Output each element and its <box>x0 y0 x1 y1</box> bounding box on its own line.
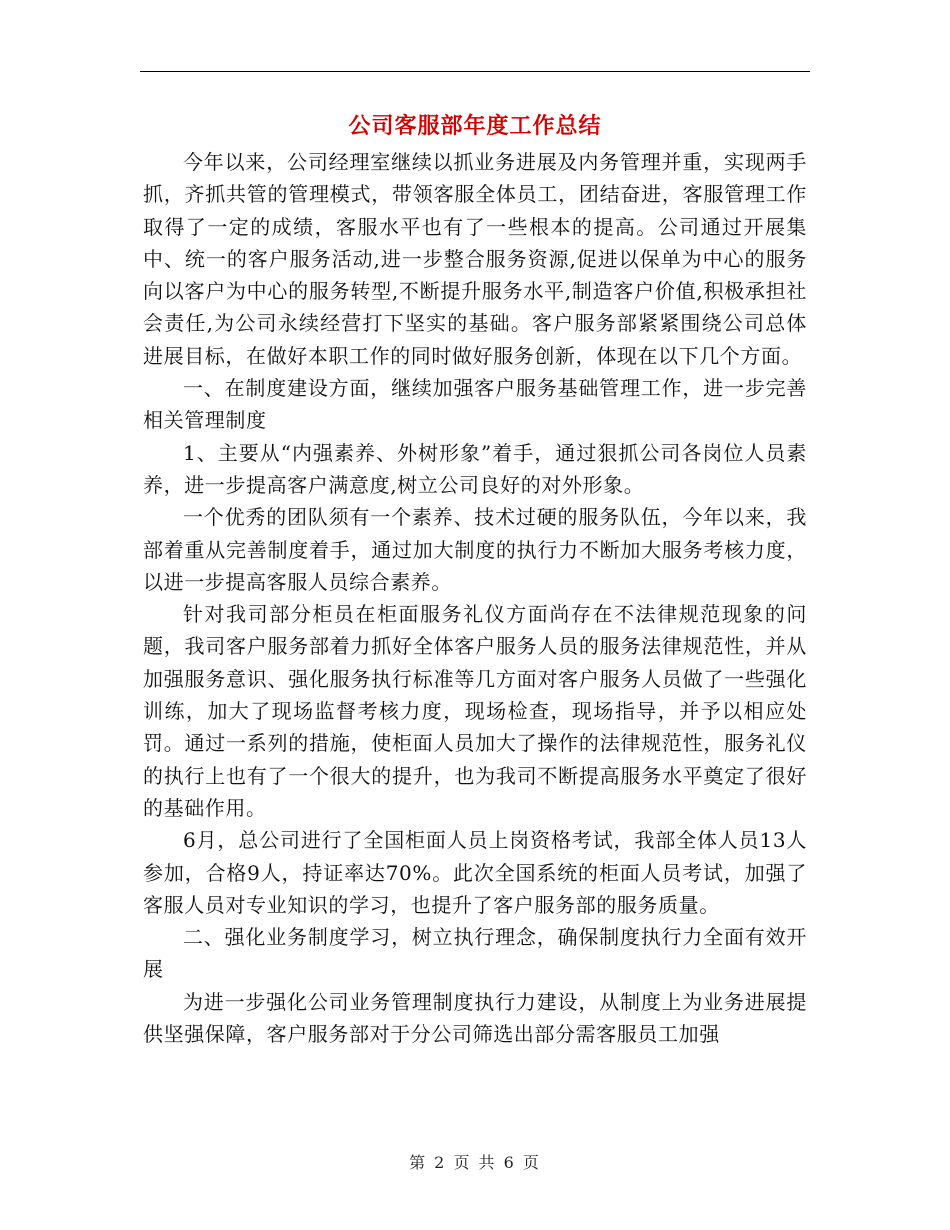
section-heading-2: 二、强化业务制度学习，树立执行理念，确保制度执行力全面有效开展 <box>143 925 807 982</box>
page-number: 第 2 页 共 6 页 <box>409 1153 541 1172</box>
document-title: 公司客服部年度工作总结 <box>348 113 602 139</box>
paragraph-execution: 为进一步强化公司业务管理制度执行力建设，从制度上为业务进展提供坚强保障，客户服务部对于分公司筛选出部分需客服员工加强 <box>143 989 807 1047</box>
document-body <box>143 146 807 1050</box>
paragraph-exam: 6月，总公司进行了全国柜面人员上岗资格考试，我部全体人员13人参加，合格9人，持证率达70%。此次全国系统的柜面人员考试，加强了客服人员对专业知识的学习，也提升了客户服务部的服务质量。 <box>143 828 807 917</box>
section-heading-1: 一、在制度建设方面，继续加强客户服务基础管理工作，进一步完善相关管理制度 <box>143 376 807 433</box>
paragraph-team: 一个优秀的团队须有一个素养、技术过硬的服务队伍，今年以来，我部着重从完善制度着手，通过加大制度的执行力不断加大服务考核力度，以进一步提高客服人员综合素养。 <box>143 505 807 594</box>
paragraph-intro: 今年以来，公司经理室继续以抓业务进展及内务管理并重，实现两手抓，齐抓共管的管理模式，带领客服全体员工，团结奋进，客服管理工作取得了一定的成绩，客服水平也有了一些根本的提高。公司通过开展集中、统一的客户服务活动,进一步整合服务资源,促进以保单为中心的服务向以客户为中心的服务转型,不断提升服务水平,制造客户价值,积极承担社会责任,为公司永续经营打下坚实的基础。客户服务部紧紧围绕公司总体进展目标，在做好本职工作的同时做好服务创新，体现在以下几个方面。 <box>143 150 807 368</box>
header-rule <box>140 71 810 72</box>
paragraph-etiquette: 针对我司部分柜员在柜面服务礼仪方面尚存在不法律规范现象的问题，我司客户服务部着力抓好全体客户服务人员的服务法律规范性，并从加强服务意识、强化服务执行标准等几方面对客户服务人员做了一些强化训练，加大了现场监督考核力度，现场检查，现场指导，并予以相应处罚。通过一系列的措施，使柜面人员加大了操作的法律规范性，服务礼仪的执行上也有了一个很大的提升，也为我司不断提高服务水平奠定了很好的基础作用。 <box>143 602 807 820</box>
paragraph-item-1: 1、主要从“内强素养、外树形象”着手，通过狠抓公司各岗位人员素养，进一步提高客户满意度,树立公司良好的对外形象。 <box>143 440 807 497</box>
